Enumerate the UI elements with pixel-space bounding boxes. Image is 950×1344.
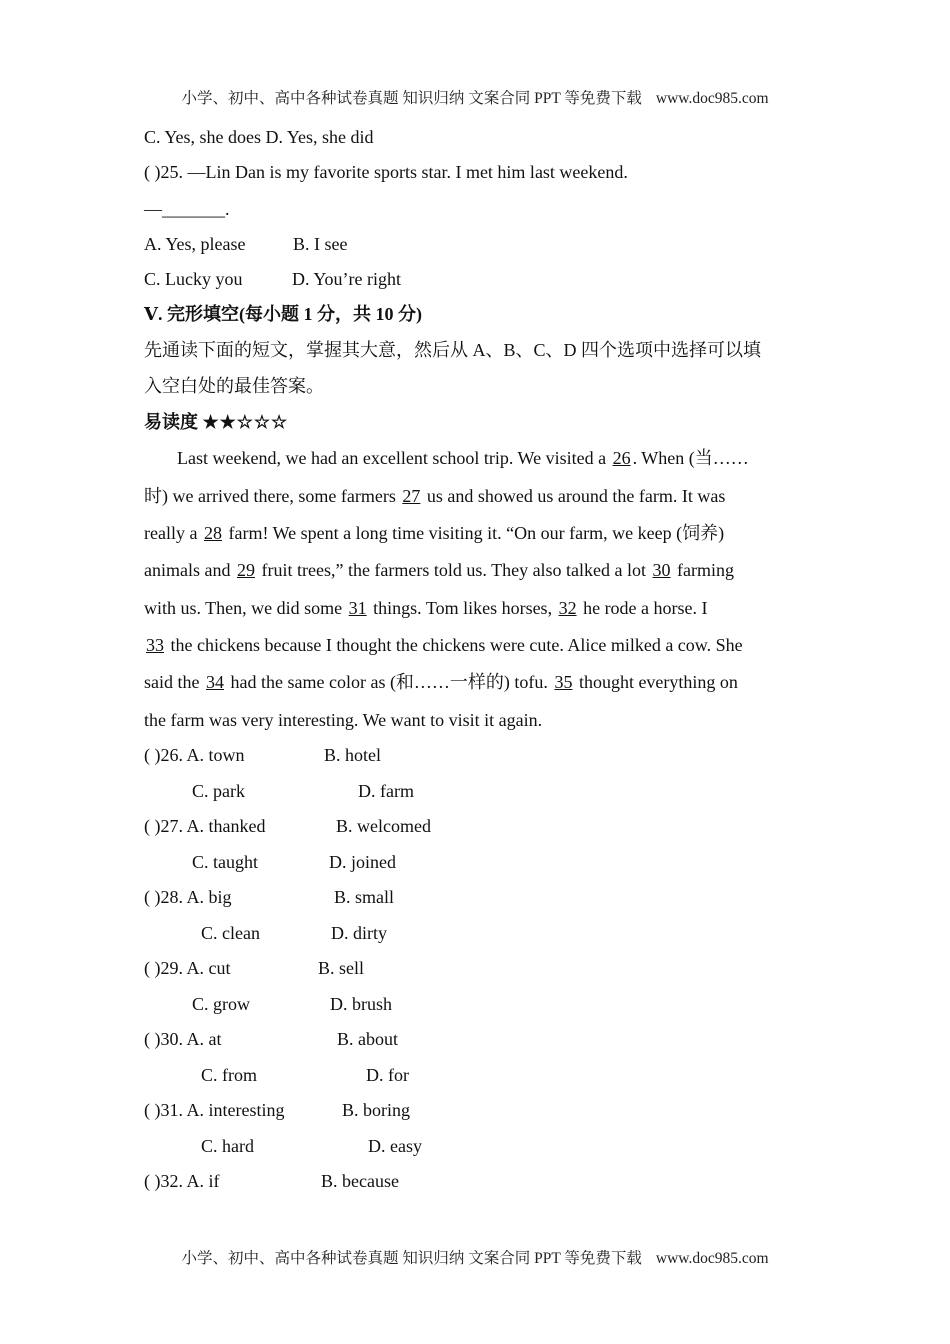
option-c: C. hard: [201, 1136, 254, 1156]
passage-line-7: [144, 671, 738, 693]
passage-text: us and showed us around the farm. It was: [422, 486, 726, 506]
passage-text: had the same color as (和……一样的) tofu.: [226, 672, 553, 692]
option-c: C. park: [192, 781, 245, 801]
option-a: A. if: [186, 1171, 220, 1191]
question-27: [144, 815, 431, 837]
difficulty-rating: [144, 411, 288, 433]
blank-30: 30: [652, 560, 671, 580]
passage-text: things. Tom likes horses,: [368, 598, 557, 618]
option-b: B. small: [334, 887, 395, 907]
question-number: ( )30.: [144, 1029, 183, 1049]
option-a: A. interesting: [186, 1100, 285, 1120]
option-b: B. hotel: [324, 745, 381, 765]
header-url: www.doc985.com: [655, 90, 769, 107]
question-number: ( )31.: [144, 1100, 183, 1120]
option-b: B. boring: [342, 1100, 411, 1120]
passage-text: animals and: [144, 560, 235, 580]
option-b: B. welcomed: [336, 816, 431, 836]
passage-line-5: [144, 597, 708, 619]
passage-line-2: [144, 485, 725, 507]
q25-option-b: B. I see: [293, 234, 348, 254]
passage-line-8: the farm was very interesting. We want to visit it again.: [144, 710, 543, 730]
blank-32: 32: [558, 598, 577, 618]
instructions-line-1: 先通读下面的短文，掌握其大意，然后从 A、B、C、D 四个选项中选择可以填: [144, 340, 762, 360]
blank-29: 29: [236, 560, 255, 580]
option-d: D. brush: [330, 994, 392, 1014]
question-31: [144, 1099, 411, 1121]
passage-text: fruit trees,” the farmers told us. They also talked a lot: [256, 560, 651, 580]
passage-text: with us. Then, we did some: [144, 598, 347, 618]
option-d: D. for: [366, 1065, 409, 1085]
option-d: D. joined: [329, 852, 396, 872]
question-number: ( )32.: [144, 1171, 183, 1191]
blank-26: 26: [612, 448, 631, 468]
question-32: [144, 1170, 399, 1192]
q25-option-a: A. Yes, please: [144, 234, 246, 254]
passage-line-3: [144, 522, 724, 544]
footer-url: www.doc985.com: [655, 1250, 769, 1267]
instructions-line-2: 入空白处的最佳答案。: [144, 376, 324, 396]
passage-line-6: [144, 634, 743, 656]
page-footer: [0, 1246, 950, 1268]
option-a: A. cut: [186, 958, 231, 978]
question-number: ( )29.: [144, 958, 183, 978]
question-30: [144, 1028, 398, 1050]
blank-34: 34: [206, 672, 224, 692]
option-c: C. from: [201, 1065, 257, 1085]
passage-text: farm! We spent a long time visiting it. “On our farm, we keep (饲养): [223, 523, 725, 543]
passage-text: said the: [144, 672, 204, 692]
difficulty-label: 易读度: [144, 412, 198, 432]
option-a: A. big: [186, 887, 232, 907]
blank-28: 28: [203, 523, 222, 543]
question-number: ( )26.: [144, 745, 183, 765]
option-d: D. easy: [368, 1136, 422, 1156]
question-26: [144, 744, 381, 766]
footer-text: 小学、初中、高中各种试卷真题 知识归纳 文案合同 PPT 等免费下载: [181, 1250, 642, 1267]
difficulty-stars: ★★☆☆☆: [202, 412, 289, 432]
q25-option-d: D. You’re right: [292, 269, 402, 289]
option-c: C. taught: [192, 852, 258, 872]
option-c: C. grow: [192, 994, 250, 1014]
option-a: A. town: [186, 745, 245, 765]
option-d: D. dirty: [331, 923, 387, 943]
q24-options-cd: C. Yes, she does D. Yes, she did: [144, 127, 374, 147]
option-c: C. clean: [201, 923, 260, 943]
option-b: B. sell: [318, 958, 365, 978]
passage-text: thought everything on: [574, 672, 738, 692]
passage-line-4: [144, 559, 734, 581]
passage-text: 时) we arrived there, some farmers: [144, 486, 401, 506]
q25-stem: ( )25. —Lin Dan is my favorite sports star. I met him last weekend.: [144, 162, 628, 182]
blank-31: 31: [348, 598, 367, 618]
option-a: A. at: [186, 1029, 222, 1049]
question-number: ( )28.: [144, 887, 183, 907]
q25-options-ab: [144, 233, 348, 255]
blank-27: 27: [402, 486, 421, 506]
passage-text: . When (当……: [632, 448, 749, 468]
q25-answer-blank: —_______.: [144, 199, 230, 219]
section-title: Ⅴ. 完形填空(每小题 1 分，共 10 分): [144, 304, 422, 324]
passage-text: the chickens because I thought the chickens were cute. Alice milked a cow. She: [166, 635, 743, 655]
question-28: [144, 886, 395, 908]
passage-text: he rode a horse. I: [578, 598, 708, 618]
blank-35: 35: [554, 672, 573, 692]
passage-line-1: [177, 447, 749, 469]
blank-33: 33: [146, 635, 164, 655]
q25-option-c: C. Lucky you: [144, 269, 243, 289]
question-29: [144, 957, 365, 979]
page-header: [0, 86, 950, 108]
q25-options-cd: [144, 268, 402, 290]
passage-text: Last weekend, we had an excellent school trip. We visited a: [177, 448, 611, 468]
option-b: B. because: [321, 1171, 399, 1191]
header-text: 小学、初中、高中各种试卷真题 知识归纳 文案合同 PPT 等免费下载: [181, 90, 642, 107]
option-a: A. thanked: [186, 816, 266, 836]
option-d: D. farm: [358, 781, 414, 801]
passage-text: really a: [144, 523, 202, 543]
question-number: ( )27.: [144, 816, 183, 836]
option-b: B. about: [337, 1029, 398, 1049]
passage-text: farming: [672, 560, 735, 580]
